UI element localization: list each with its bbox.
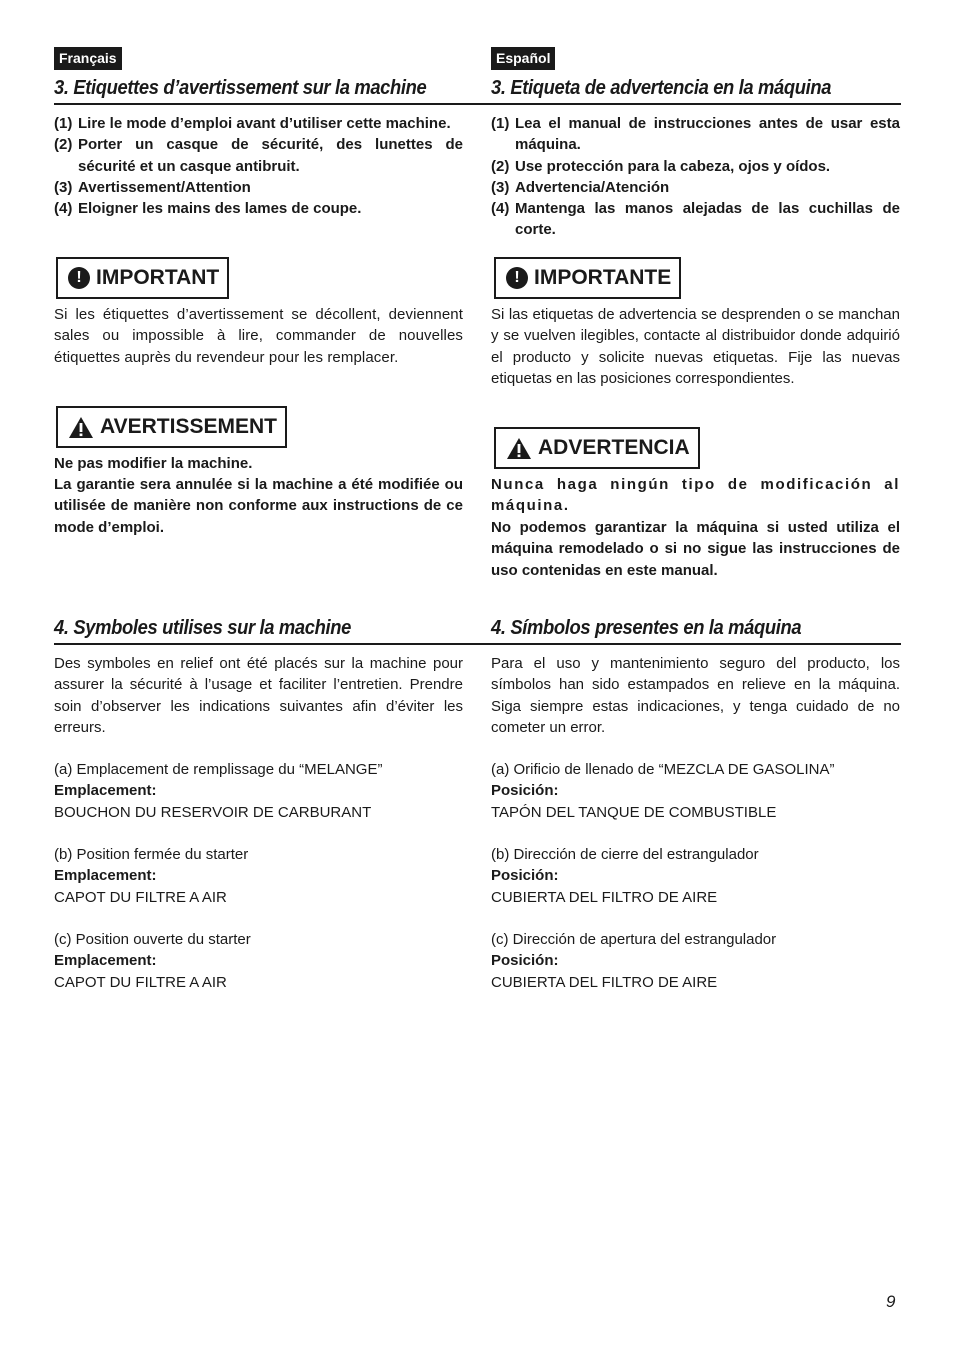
section4-title-fr: 4. Symboles utilises sur la machine bbox=[54, 617, 351, 639]
list-item: (2) Use protección para la cabeza, ojos y oídos. bbox=[491, 157, 831, 175]
exclamation-icon: ! bbox=[68, 267, 90, 289]
section4-rule bbox=[54, 643, 901, 645]
important-notice-es: ! IMPORTANTE bbox=[494, 257, 681, 299]
list-item: (1) Lire le mode d’emploi avant d’utiliser cette machine. bbox=[54, 115, 451, 132]
section3-title-es: 3. Etiqueta de advertencia en la máquina bbox=[491, 77, 832, 99]
list-item: (4) Eloigner les mains des lames de coupe. bbox=[54, 200, 362, 218]
warning-text-2-fr: La garantie sera annulée si la machine a été modifiée ou utilisée de manière non conforme aux instructions de ce mode d’emploi. bbox=[54, 476, 463, 536]
important-text-es: Si las etiquetas de advertencia se desprenden o se manchan y se vuelven ilegibles, contacte al distribuidor donde adquirió el producto y solicite nuevas etiquetas. Fije las nuevas etiquetas en las posiciones correspondientes. bbox=[491, 306, 900, 387]
list-item: (2) Porter un casque de sécurité, des lunettes de sécurité et un casque antibruit. bbox=[54, 136, 463, 175]
symbol-c-es: (c) Dirección de apertura del estrangulador Posición: CUBIERTA DEL FILTRO DE AIRE bbox=[491, 931, 777, 991]
section3-rule bbox=[54, 103, 901, 105]
language-tag-es: Español bbox=[491, 47, 555, 70]
symbol-b-es: (b) Dirección de cierre del estrangulador Posición: CUBIERTA DEL FILTRO DE AIRE bbox=[491, 846, 759, 906]
important-text-fr: Si les étiquettes d’avertissement se décollent, deviennent sales ou impossible à lire, commander de nouvelles étiquettes auprès du revendeur pour les remplacer. bbox=[54, 306, 463, 366]
warning-notice-es: ADVERTENCIA bbox=[494, 427, 700, 469]
label-list-es bbox=[491, 113, 900, 241]
warning-text-1-fr: Ne pas modifier la machine. bbox=[54, 455, 253, 472]
symbol-a-fr: (a) Emplacement de remplissage du “MELANGE” Emplacement: BOUCHON DU RESERVOIR DE CARBURANT bbox=[54, 761, 383, 821]
list-item: (4) Mantenga las manos alejadas de las cuchillas de corte. bbox=[491, 200, 900, 239]
list-item: (1) Lea el manual de instrucciones antes de usar esta máquina. bbox=[491, 115, 900, 154]
symbol-c-fr: (c) Position ouverte du starter Emplacement: CAPOT DU FILTRE A AIR bbox=[54, 931, 251, 991]
section4-intro-fr: Des symboles en relief ont été placés sur la machine pour assurer la sécurité à l’usage et faciliter l’entretien. Prendre soin d’observer les indications suivantes afin d’éviter les erreurs. bbox=[54, 655, 463, 736]
exclamation-icon: ! bbox=[506, 267, 528, 289]
section4-intro-es: Para el uso y mantenimiento seguro del producto, los símbolos han sido estampados en relieve en la máquina. Siga siempre estas indicaciones, y tenga cuidado de no cometer un error. bbox=[491, 655, 900, 736]
warning-notice-fr: AVERTISSEMENT bbox=[56, 406, 287, 448]
list-item: (3) Avertissement/Attention bbox=[54, 178, 251, 196]
page-number: 9 bbox=[886, 1292, 896, 1311]
label-list-fr bbox=[54, 113, 463, 219]
warning-text-2-es: No podemos garantizar la máquina si usted utiliza el máquina remodelado o si no sigue las instrucciones de uso contenidas en este manual. bbox=[491, 519, 900, 579]
symbol-b-fr: (b) Position fermée du starter Emplacement: CAPOT DU FILTRE A AIR bbox=[54, 846, 249, 906]
section4-title-es: 4. Símbolos presentes en la máquina bbox=[491, 617, 802, 639]
important-notice-fr: ! IMPORTANT bbox=[56, 257, 229, 299]
warning-triangle-icon bbox=[68, 416, 94, 439]
warning-text-1-es: Nunca haga ningún tipo de modificación al máquina. bbox=[491, 476, 900, 515]
list-item: (3) Advertencia/Atención bbox=[491, 178, 670, 196]
section3-title-fr: 3. Etiquettes d’avertissement sur la machine bbox=[54, 77, 427, 99]
warning-triangle-icon bbox=[506, 437, 532, 460]
symbol-a-es: (a) Orificio de llenado de “MEZCLA DE GASOLINA” Posición: TAPÓN DEL TANQUE DE COMBUSTIBLE bbox=[491, 761, 835, 821]
language-tag-fr: Français bbox=[54, 47, 122, 70]
